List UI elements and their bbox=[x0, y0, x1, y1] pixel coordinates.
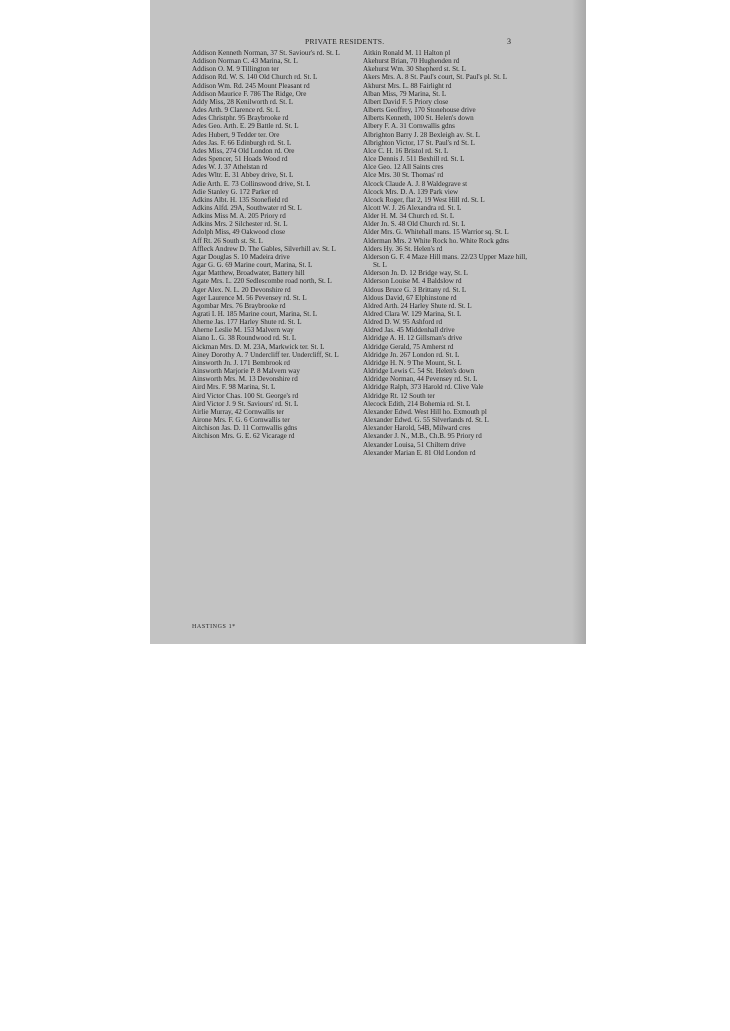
left-column bbox=[192, 49, 356, 441]
directory-entry: Akehurst Wm. 30 Shepherd st. St. L bbox=[363, 65, 466, 74]
directory-entry: Aird Victor J. 9 St. Saviours' rd. St. L bbox=[192, 399, 299, 408]
directory-entry: Addison Rd. W. S. 140 Old Church rd. St. L bbox=[192, 73, 318, 82]
directory-entry: Agate Mrs. L. 220 Sedlescombe road north, St. L bbox=[192, 277, 332, 286]
directory-entry: Alexander Harold, 54B, Milward cres bbox=[363, 424, 471, 433]
directory-entry: Akhurst Mrs. L. 88 Fairlight rd bbox=[363, 81, 452, 90]
directory-entry: Aldridge Ralph, 373 Harold rd. Clive Vale bbox=[363, 383, 484, 392]
directory-entry: Aldous David, 67 Elphinstone rd bbox=[363, 293, 457, 302]
directory-entry: Affleck Andrew D. The Gables, Silverhill av. St. L bbox=[192, 244, 336, 253]
directory-entry: Alder H. M. 34 Church rd. St. L bbox=[363, 212, 455, 221]
directory-entry: Adie Arth. E. 73 Collinswood drive, St. L bbox=[192, 179, 311, 188]
directory-entry: Akers Mrs. A. 8 St. Paul's court, St. Paul's pl. St. L bbox=[363, 73, 508, 82]
directory-entry: Aherne Leslie M. 153 Malvern way bbox=[192, 326, 294, 335]
directory-entry: Alce Mrs. 30 St. Thomas' rd bbox=[363, 171, 444, 180]
directory-entry: Alexander Edwd. West Hill ho. Exmouth pl bbox=[363, 407, 487, 416]
directory-entry: Alcock Claude A. J. 8 Waldegrave st bbox=[363, 179, 468, 188]
directory-entry: Akehurst Brian, 70 Hughenden rd bbox=[363, 57, 460, 66]
directory-entry: Aitchison Mrs. G. E. 62 Vicarage rd bbox=[192, 432, 295, 441]
directory-entry: Aldred D. W. 95 Ashford rd bbox=[363, 318, 443, 327]
directory-entry: Aitchison Jas. D. 11 Cornwallis gdns bbox=[192, 424, 298, 433]
directory-entry: Airone Mrs. F. G. 6 Cornwallis ter bbox=[192, 416, 290, 425]
directory-entry: Ades Miss, 274 Old London rd. Ore bbox=[192, 146, 295, 155]
directory-entry: Agar G. G. 69 Marine court, Marina, St. L bbox=[192, 261, 313, 270]
directory-entry: Adkins Alfd. 29A, Southwater rd St. L bbox=[192, 203, 302, 212]
directory-entry: Albery F. A. 31 Cornwallis gdns bbox=[363, 122, 455, 131]
directory-entry: Ainey Dorothy A. 7 Undercliff ter. Undercliff, St. L bbox=[192, 350, 339, 359]
directory-entry: Alce C. H. 16 Bristol rd. St. L bbox=[363, 146, 449, 155]
directory-entry: Aird Victor Chas. 100 St. George's rd bbox=[192, 391, 299, 400]
directory-entry: Alce Geo. 12 All Saints cres bbox=[363, 163, 444, 172]
scanned-directory-page bbox=[150, 0, 586, 644]
directory-entry: Addison Wm. Rd. 245 Mount Pleasant rd bbox=[192, 81, 310, 90]
directory-entry: Adkins Mrs. 2 Silchester rd. St. L bbox=[192, 220, 288, 229]
directory-entry: Alcock Mrs. D. A. 139 Park view bbox=[363, 187, 459, 196]
directory-entry: Airlie Murray, 42 Cornwallis ter bbox=[192, 407, 284, 416]
directory-entry: Aird Mrs. F. 98 Marina, St. L bbox=[192, 383, 276, 392]
directory-entry: Alderson Jn. D. 12 Bridge way, St. L bbox=[363, 269, 468, 278]
directory-entry: Alderman Mrs. 2 White Rock ho. White Rock gdns bbox=[363, 236, 509, 245]
directory-entry: Alce Dennis J. 511 Bexhill rd. St. L bbox=[363, 155, 465, 164]
directory-entry: Ainsworth Jn. J. 171 Bembrook rd bbox=[192, 358, 290, 367]
directory-entry: Addy Miss, 28 Kenilworth rd. St. L bbox=[192, 97, 294, 106]
page-number: 3 bbox=[507, 37, 512, 46]
directory-entry: Ager Laurence M. 56 Pevensey rd. St. L bbox=[192, 293, 307, 302]
directory-entry: Albert David F. 5 Priory close bbox=[363, 97, 449, 106]
directory-entry: Alexander Edwd. G. 55 Silverlands rd. St. L bbox=[363, 416, 489, 425]
directory-entry: Adkins Miss M. A. 205 Priory rd bbox=[192, 212, 286, 221]
directory-entry: Addison Norman C. 43 Marina, St. L bbox=[192, 57, 298, 66]
directory-entry: Alders Hy. 36 St. Helen's rd bbox=[363, 244, 443, 253]
directory-entry: Aldridge Norman, 44 Pevensey rd. St. L bbox=[363, 375, 478, 384]
directory-entry: Alban Miss, 79 Marina, St. L bbox=[363, 89, 447, 98]
directory-entry: Ades Spencer, 51 Hoads Wood rd bbox=[192, 155, 288, 164]
directory-entry: Alderson G. F. 4 Maze Hill mans. 22/23 Upper Maze hill, St. L bbox=[363, 252, 527, 270]
directory-entry: Aldous Bruce G. 3 Brittany rd. St. L bbox=[363, 285, 467, 294]
directory-entry: Ades Arth. 9 Clarence rd. St. L bbox=[192, 106, 281, 115]
directory-entry: Ades Wltr. E. 31 Abbey drive, St. L bbox=[192, 171, 294, 180]
directory-entry: Adie Stanley G. 172 Parker rd bbox=[192, 187, 278, 196]
printer-signature: HASTINGS 1* bbox=[192, 624, 236, 630]
directory-entry: Alexander Marian E. 81 Old London rd bbox=[363, 448, 476, 457]
directory-entry: Addison O. M. 9 Tillington ter bbox=[192, 65, 279, 74]
directory-entry: Ades W. J. 37 Athelstan rd bbox=[192, 163, 268, 172]
directory-entry: Aiano L. G. 38 Roundwood rd. St. L bbox=[192, 334, 297, 343]
directory-entry: Ainsworth Mrs. M. 13 Devonshire rd bbox=[192, 375, 298, 384]
directory-entry: Aldred Clara W. 129 Marina, St. L bbox=[363, 310, 462, 318]
directory-entry: Alecock Edith, 214 Bohemia rd. St. L bbox=[363, 399, 471, 408]
directory-entry: Agar Douglas S. 10 Madeira drive bbox=[192, 252, 290, 261]
directory-entry: Aickman Mrs. D. M. 23A, Markwick ter. St. L bbox=[192, 342, 325, 351]
directory-entry: Aff Rt. 26 South st. St. L bbox=[192, 236, 264, 245]
directory-entry: Addison Maurice F. 786 The Ridge, Ore bbox=[192, 89, 307, 98]
directory-entry: Ainsworth Marjorie P. 8 Malvern way bbox=[192, 367, 300, 376]
directory-entry: Alexander Louisa, 51 Chiltern drive bbox=[363, 440, 466, 449]
directory-entry: Alcott W. J. 26 Alexandra rd. St. L bbox=[363, 203, 462, 212]
directory-entry: Ades Hubert, 9 Tedder ter. Ore bbox=[192, 130, 280, 139]
directory-entry: Agrati I. H. 185 Marine court, Marina, St. L bbox=[192, 310, 318, 318]
directory-entry: Agombar Mrs. 76 Braybrooke rd bbox=[192, 301, 286, 310]
directory-entry: Addison Kenneth Norman, 37 St. Saviour's rd. St. L bbox=[192, 49, 340, 57]
directory-entry: Aldridge Gerald, 75 Amherst rd bbox=[363, 342, 454, 351]
directory-entry: Aitkin Ronald M. 11 Halton pl bbox=[363, 49, 451, 57]
directory-entry: Adolph Miss, 49 Oakwood close bbox=[192, 228, 286, 237]
directory-entry: Alcock Roger, flat 2, 19 West Hill rd. St. L bbox=[363, 195, 485, 204]
directory-entry: Ades Geo. Arth. E. 29 Battle rd. St. L bbox=[192, 122, 299, 131]
directory-entry: Alexander J. N., M.B., Ch.B. 95 Priory rd bbox=[363, 432, 482, 441]
directory-entry: Albrighton Victor, 17 St. Paul's rd St. L bbox=[363, 138, 475, 147]
directory-entry: Alder Jn. S. 48 Old Church rd. St. L bbox=[363, 220, 466, 229]
directory-entry: Aldridge Jn. 267 London rd. St. L bbox=[363, 350, 460, 359]
directory-entry: Aldridge A. H. 12 Gillsman's drive bbox=[363, 334, 463, 343]
directory-entry: Aldridge Lewis C. 54 St. Helen's down bbox=[363, 367, 475, 376]
directory-entry: Alberts Kenneth, 100 St. Helen's down bbox=[363, 114, 474, 123]
directory-entry: Alderson Louise M. 4 Baldslow rd bbox=[363, 277, 462, 286]
directory-entry: Alberts Geoffrey, 170 Stonehouse drive bbox=[363, 106, 476, 115]
right-column bbox=[363, 49, 527, 457]
directory-entry: Aldridge Rt. 12 South ter bbox=[363, 391, 435, 400]
directory-entry: Aldred Arth. 24 Harley Shute rd. St. L bbox=[363, 301, 472, 310]
directory-entry: Agar Matthew, Broadwater, Battery hill bbox=[192, 269, 305, 278]
directory-entry: Ager Alex. N. L. 20 Devonshire rd bbox=[192, 285, 291, 294]
directory-entry: Alder Mrs. G. Whitehall mans. 15 Warrior sq. St. L bbox=[363, 228, 509, 237]
directory-entry: Albrighton Barry J. 28 Bexleigh av. St. L bbox=[363, 130, 480, 139]
directory-entry: Adkins Albt. H. 135 Stonefield rd bbox=[192, 195, 288, 204]
directory-entry: Ades Jas. F. 66 Edinburgh rd. St. L bbox=[192, 138, 292, 147]
directory-entry: Aldred Jas. 45 Middenhall drive bbox=[363, 326, 455, 335]
directory-entry: Aldridge H. N. 9 The Mount, St. L bbox=[363, 358, 462, 367]
page-title: PRIVATE RESIDENTS. bbox=[305, 37, 385, 46]
directory-entry: Ades Christphr. 95 Braybrooke rd bbox=[192, 114, 289, 123]
directory-entry: Aherne Jas. 177 Harley Shute rd. St. L bbox=[192, 318, 302, 327]
